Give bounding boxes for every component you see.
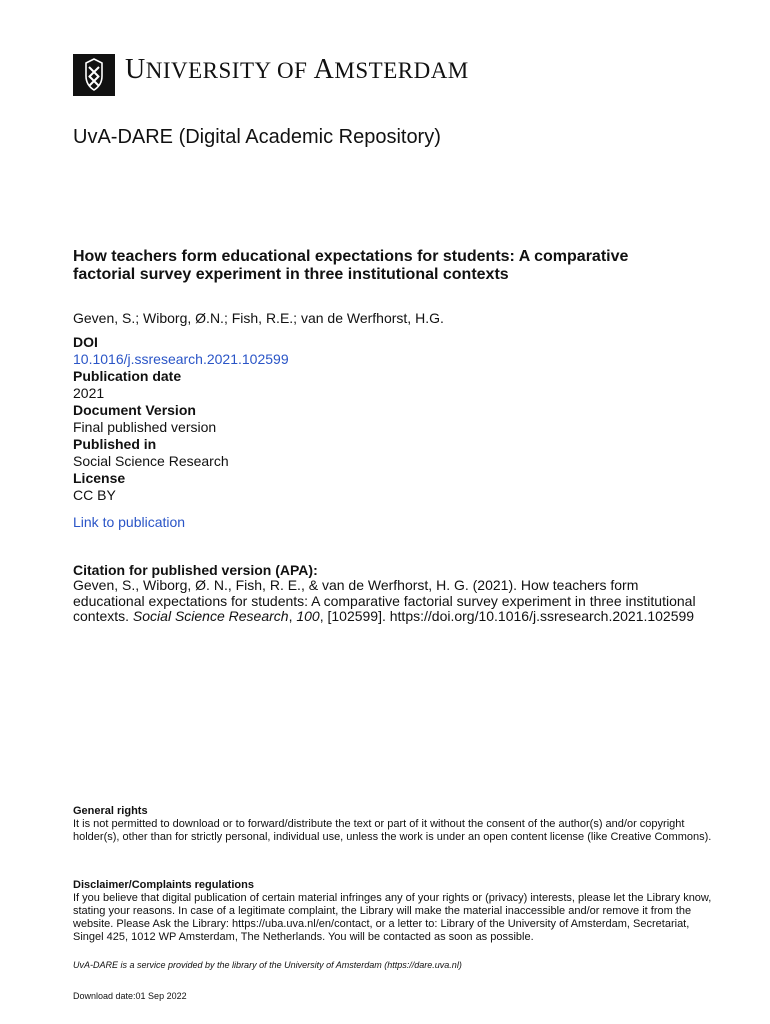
service-note: UvA-DARE is a service provided by the library of the University of Amsterdam (https://dare.uva.nl) [73, 960, 462, 970]
published-in-value: Social Science Research [73, 453, 229, 469]
citation-heading: Citation for published version (APA): [73, 562, 318, 578]
citation-journal: Social Science Research [132, 608, 289, 624]
citation-sep: , [288, 608, 297, 624]
publication-date-value: 2021 [73, 385, 105, 401]
paper-title: How teachers form educational expectations for students: A comparative factorial survey experiment in three institutional contexts [73, 248, 629, 283]
published-in-label: Published in [73, 436, 157, 452]
publication-date-label: Publication date [73, 368, 182, 384]
doi-label: DOI [73, 334, 98, 350]
document-version-value: Final published version [73, 419, 217, 435]
university-name: UNIVERSITY OF AMSTERDAM [125, 54, 469, 85]
author-list: Geven, S.; Wiborg, Ø.N.; Fish, R.E.; van de Werfhorst, H.G. [73, 310, 444, 326]
link-to-publication[interactable]: Link to publication [73, 514, 186, 530]
citation-part-2: , [102599]. https://doi.org/10.1016/j.ssresearch.2021.102599 [319, 608, 695, 624]
citation-text [73, 578, 713, 625]
disclaimer-text: If you believe that digital publication of certain material infringes any of your rights or (privacy) interests, please let the Library know, stating your reasons. In case of a legitimate complaint, the Library will make the material inaccessible and/or remove it from the website. Please Ask the Library: https://uba.uva.nl/en/contact, or a letter to: Library of the University of Amsterdam, Secretariat, Singel 425, 1012 WP Amsterdam, The Netherlands. You will be contacted as soon as possible. [73, 892, 712, 943]
license-label: License [73, 470, 126, 486]
doi-link[interactable]: 10.1016/j.ssresearch.2021.102599 [73, 351, 289, 367]
metadata-block [73, 334, 289, 504]
disclaimer-heading: Disclaimer/Complaints regulations [73, 879, 254, 891]
license-value: CC BY [73, 487, 116, 503]
document-version-label: Document Version [73, 402, 196, 418]
uva-crest-icon [73, 54, 115, 96]
general-rights-text: It is not permitted to download or to forward/distribute the text or part of it without the consent of the author(s) and/or copyright holder(s), other than for strictly personal, individual use, unless the work is under an open content license (like Creative Commons). [73, 818, 712, 843]
repository-title: UvA-DARE (Digital Academic Repository) [73, 126, 441, 148]
citation-volume: 100 [296, 608, 320, 624]
general-rights-heading: General rights [73, 805, 148, 817]
download-date: Download date:01 Sep 2022 [73, 991, 187, 1001]
citation-part-1: Geven, S., Wiborg, Ø. N., Fish, R. E., & van de Werfhorst, H. G. (2021). How teachers form educational expectations for students: A comparative factorial survey experiment in three institutional contexts. [73, 577, 696, 624]
